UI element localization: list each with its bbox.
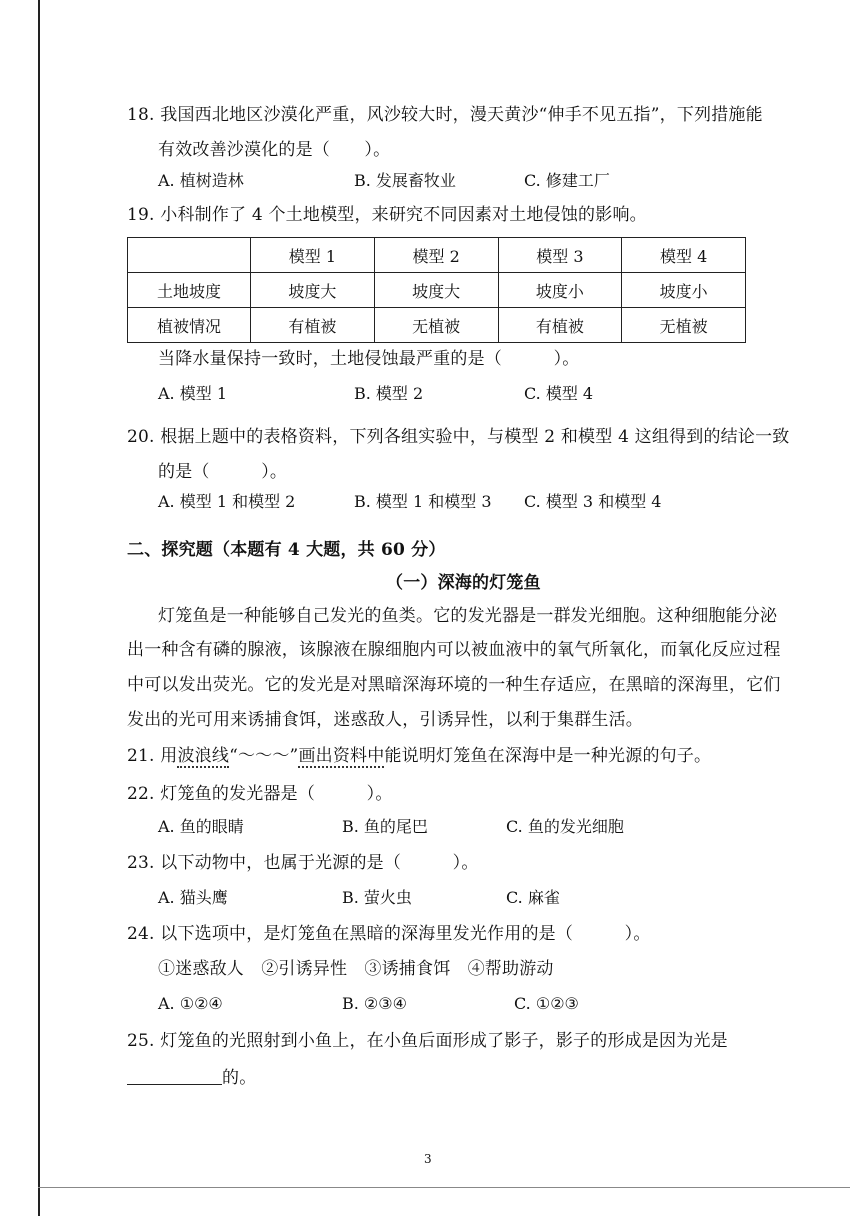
passage-line-3: 中可以发出荧光。它的发光是对黑暗深海环境的一种生存适应，在黑暗的深海里，它们 (127, 675, 781, 695)
q20-option-c[interactable]: C. 模型 3 和模型 4 (524, 492, 662, 511)
page-bottom-border (38, 1187, 850, 1188)
table-cell: 模型 4 (622, 238, 746, 273)
q18-option-c[interactable]: C. 修建工厂 (524, 171, 610, 190)
table-cell: 土地坡度 (128, 273, 251, 308)
q19-option-a[interactable]: A. 模型 1 (158, 384, 227, 403)
q22-option-b[interactable]: B. 鱼的尾巴 (342, 817, 428, 836)
passage-line-1: 灯笼鱼是一种能够自己发光的鱼类。它的发光器是一群发光细胞。这种细胞能分泌 (158, 606, 778, 626)
q25-suffix: 的。 (222, 1068, 257, 1088)
q20-line2: 的是（ ）。 (158, 462, 288, 482)
q18-options (158, 169, 758, 193)
q24-option-b[interactable]: B. ②③④ (342, 994, 407, 1013)
passage-line-4: 发出的光可用来诱捕食饵，迷惑敌人，引诱异性，以利于集群生活。 (127, 710, 643, 730)
q20-option-b[interactable]: B. 模型 1 和模型 3 (354, 492, 492, 511)
q18-line2: 有效改善沙漠化的是（ ）。 (158, 140, 391, 160)
page-left-border (38, 0, 40, 1216)
q24-option-c[interactable]: C. ①②③ (514, 994, 579, 1013)
table-cell: 坡度大 (251, 273, 375, 308)
section2-heading: 二、探究题（本题有 4 大题，共 60 分） (127, 540, 446, 560)
q22-stem: 22. 灯笼鱼的发光器是（ ）。 (127, 784, 393, 804)
q18-line1: 18. 我国西北地区沙漠化严重，风沙较大时，漫天黄沙“伸手不见五指”，下列措施能 (127, 105, 763, 125)
q25-line1: 25. 灯笼鱼的光照射到小鱼上，在小鱼后面形成了影子，影子的形成是因为光是 (127, 1031, 728, 1051)
q22-option-a[interactable]: A. 鱼的眼睛 (158, 817, 244, 836)
q19-model-table (127, 237, 746, 343)
q21-pre: 21. 用 (127, 746, 178, 766)
q20-option-a[interactable]: A. 模型 1 和模型 2 (158, 492, 296, 511)
q20-options (158, 490, 758, 514)
q21-post: 能说明灯笼鱼在深海中是一种光源的句子。 (384, 746, 712, 766)
q24-stem: 24. 以下选项中，是灯笼鱼在黑暗的深海里发光作用的是（ ）。 (127, 924, 651, 944)
table-cell: 无植被 (374, 308, 498, 343)
table-cell (128, 238, 251, 273)
table-header-row (128, 238, 746, 273)
q21-emphasis-2: 画出资料中 (298, 746, 385, 766)
table-cell: 无植被 (622, 308, 746, 343)
q19-option-c[interactable]: C. 模型 4 (524, 384, 594, 403)
q23-option-c[interactable]: C. 麻雀 (506, 888, 560, 907)
q23-stem: 23. 以下动物中，也属于光源的是（ ）。 (127, 853, 479, 873)
q23-option-b[interactable]: B. 萤火虫 (342, 888, 412, 907)
q21-emphasis-1: 波浪线 (177, 746, 230, 766)
table-cell: 模型 1 (251, 238, 375, 273)
q19-options (158, 382, 758, 406)
passage-line-2: 出一种含有磷的腺液，该腺液在腺细胞内可以被血液中的氧气所氧化，而氧化反应过程 (127, 640, 781, 660)
q25-line2 (127, 1066, 256, 1090)
page-number: 3 (424, 1152, 432, 1166)
q21-stem (127, 744, 711, 768)
q22-options (158, 815, 758, 839)
q19-question: 当降水量保持一致时，土地侵蚀最严重的是（ ）。 (158, 349, 580, 369)
table-cell: 模型 3 (498, 238, 622, 273)
table-cell: 植被情况 (128, 308, 251, 343)
q21-wave-symbol: “～～～” (229, 746, 299, 766)
table-row (128, 273, 746, 308)
table-cell: 坡度小 (622, 273, 746, 308)
q22-option-c[interactable]: C. 鱼的发光细胞 (506, 817, 624, 836)
q23-options (158, 886, 758, 910)
q24-option-a[interactable]: A. ①②④ (158, 994, 223, 1013)
q23-option-a[interactable]: A. 猫头鹰 (158, 888, 228, 907)
table-row (128, 308, 746, 343)
q24-choices: ①迷惑敌人 ②引诱异性 ③诱捕食饵 ④帮助游动 (158, 959, 554, 979)
table-cell: 有植被 (498, 308, 622, 343)
q18-option-b[interactable]: B. 发展畜牧业 (354, 171, 456, 190)
q24-options (158, 992, 758, 1016)
table-cell: 坡度小 (498, 273, 622, 308)
q19-stem: 19. 小科制作了 4 个土地模型，来研究不同因素对土地侵蚀的影响。 (127, 205, 647, 225)
table-cell: 坡度大 (374, 273, 498, 308)
table-cell: 有植被 (251, 308, 375, 343)
q19-option-b[interactable]: B. 模型 2 (354, 384, 424, 403)
q18-option-a[interactable]: A. 植树造林 (158, 171, 244, 190)
section2-sub-heading: （一）深海的灯笼鱼 (386, 573, 541, 593)
q25-answer-blank[interactable] (127, 1066, 222, 1085)
table-cell: 模型 2 (374, 238, 498, 273)
q20-line1: 20. 根据上题中的表格资料，下列各组实验中，与模型 2 和模型 4 这组得到的结论一致 (127, 427, 790, 447)
